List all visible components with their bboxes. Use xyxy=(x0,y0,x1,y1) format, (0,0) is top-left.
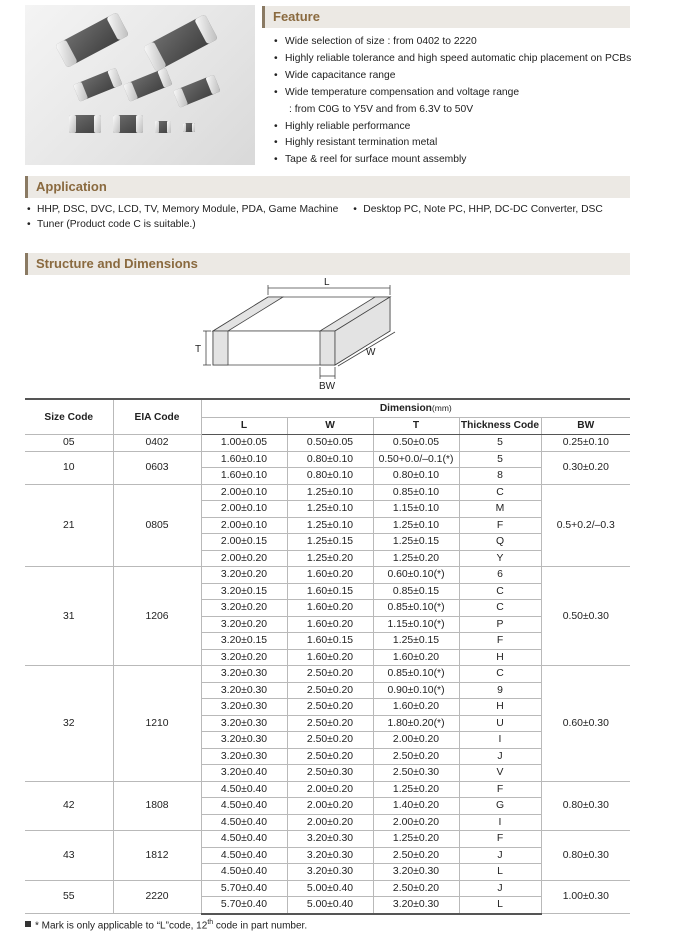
w-cell: 5.00±0.40 xyxy=(287,897,373,914)
thickness-code-cell: Y xyxy=(459,550,541,567)
chip-structure-diagram xyxy=(190,275,410,398)
footnote: * Mark is only applicable to “L”code, 12th code in part number. xyxy=(25,919,307,931)
l-cell: 1.60±0.10 xyxy=(201,468,287,485)
l-cell: 3.20±0.30 xyxy=(201,732,287,749)
t-cell: 1.25±0.10 xyxy=(373,517,459,534)
header-w: W xyxy=(287,417,373,435)
t-cell: 3.20±0.30 xyxy=(373,864,459,881)
l-cell: 4.50±0.40 xyxy=(201,814,287,831)
t-cell: 1.25±0.15 xyxy=(373,633,459,650)
eia-code-cell: 1808 xyxy=(113,781,201,831)
w-cell: 1.25±0.10 xyxy=(287,517,373,534)
t-cell: 1.25±0.20 xyxy=(373,781,459,798)
w-cell: 1.60±0.20 xyxy=(287,567,373,584)
thickness-code-cell: V xyxy=(459,765,541,782)
table-row xyxy=(25,831,630,848)
l-cell: 3.20±0.30 xyxy=(201,715,287,732)
l-cell: 3.20±0.20 xyxy=(201,616,287,633)
l-cell: 2.00±0.15 xyxy=(201,534,287,551)
l-cell: 2.00±0.10 xyxy=(201,517,287,534)
product-photo xyxy=(25,5,255,165)
thickness-code-cell: F xyxy=(459,781,541,798)
header-l: L xyxy=(201,417,287,435)
size-code-cell: 21 xyxy=(25,484,113,567)
eia-code-cell: 0805 xyxy=(113,484,201,567)
l-cell: 4.50±0.40 xyxy=(201,831,287,848)
header-dimension: Dimension(mm) xyxy=(201,399,630,417)
eia-code-cell: 2220 xyxy=(113,880,201,914)
w-cell: 2.50±0.20 xyxy=(287,715,373,732)
t-cell: 0.90±0.10(*) xyxy=(373,682,459,699)
dim-label-w: W xyxy=(366,347,376,358)
table-row xyxy=(25,666,630,683)
bw-cell: 0.30±0.20 xyxy=(541,451,630,484)
l-cell: 3.20±0.30 xyxy=(201,666,287,683)
w-cell: 2.50±0.20 xyxy=(287,699,373,716)
t-cell: 0.50+0.0/–0.1(*) xyxy=(373,451,459,468)
w-cell: 1.60±0.15 xyxy=(287,583,373,600)
t-cell: 1.40±0.20 xyxy=(373,798,459,815)
w-cell: 0.80±0.10 xyxy=(287,468,373,485)
bw-cell: 0.50±0.30 xyxy=(541,567,630,666)
thickness-code-cell: 6 xyxy=(459,567,541,584)
t-cell: 0.50±0.05 xyxy=(373,435,459,452)
header-size-code: Size Code xyxy=(25,399,113,435)
size-code-cell: 43 xyxy=(25,831,113,881)
thickness-code-cell: 9 xyxy=(459,682,541,699)
t-cell: 1.25±0.15 xyxy=(373,534,459,551)
dimension-table-body xyxy=(25,435,630,914)
list-item: • Tape & reel for surface mount assembly xyxy=(272,152,631,169)
t-cell: 2.00±0.20 xyxy=(373,732,459,749)
l-cell: 3.20±0.20 xyxy=(201,600,287,617)
w-cell: 1.60±0.20 xyxy=(287,600,373,617)
w-cell: 2.50±0.20 xyxy=(287,748,373,765)
size-code-cell: 31 xyxy=(25,567,113,666)
thickness-code-cell: C xyxy=(459,666,541,683)
l-cell: 3.20±0.30 xyxy=(201,682,287,699)
size-code-cell: 05 xyxy=(25,435,113,452)
header-eia-code: EIA Code xyxy=(113,399,201,435)
list-item: • Highly reliable tolerance and high speed automatic chip placement on PCBs xyxy=(272,51,631,68)
t-cell: 2.00±0.20 xyxy=(373,814,459,831)
thickness-code-cell: I xyxy=(459,732,541,749)
thickness-code-cell: I xyxy=(459,814,541,831)
thickness-code-cell: F xyxy=(459,633,541,650)
l-cell: 4.50±0.40 xyxy=(201,798,287,815)
l-cell: 4.50±0.40 xyxy=(201,781,287,798)
list-item: • Desktop PC, Note PC, HHP, DC-DC Converter, DSC xyxy=(351,204,603,215)
list-item: • Wide selection of size : from 0402 to 2220 xyxy=(272,34,631,51)
t-cell: 1.60±0.20 xyxy=(373,699,459,716)
thickness-code-cell: J xyxy=(459,748,541,765)
l-cell: 3.20±0.30 xyxy=(201,699,287,716)
w-cell: 2.50±0.20 xyxy=(287,682,373,699)
l-cell: 2.00±0.20 xyxy=(201,550,287,567)
eia-code-cell: 1210 xyxy=(113,666,201,782)
t-cell: 3.20±0.30 xyxy=(373,897,459,914)
t-cell: 2.50±0.20 xyxy=(373,748,459,765)
thickness-code-cell: G xyxy=(459,798,541,815)
feature-heading: Feature xyxy=(262,6,630,28)
thickness-code-cell: P xyxy=(459,616,541,633)
dim-label-l: L xyxy=(324,277,330,288)
size-code-cell: 55 xyxy=(25,880,113,914)
list-item: • Tuner (Product code C is suitable.) xyxy=(25,219,196,230)
thickness-code-cell: H xyxy=(459,699,541,716)
thickness-code-cell: L xyxy=(459,864,541,881)
w-cell: 1.25±0.10 xyxy=(287,484,373,501)
t-cell: 0.60±0.10(*) xyxy=(373,567,459,584)
w-cell: 3.20±0.30 xyxy=(287,831,373,848)
thickness-code-cell: 5 xyxy=(459,435,541,452)
w-cell: 1.25±0.15 xyxy=(287,534,373,551)
bw-cell: 0.25±0.10 xyxy=(541,435,630,452)
thickness-code-cell: 5 xyxy=(459,451,541,468)
bw-cell: 0.80±0.30 xyxy=(541,781,630,831)
l-cell: 3.20±0.20 xyxy=(201,567,287,584)
l-cell: 5.70±0.40 xyxy=(201,880,287,897)
w-cell: 3.20±0.30 xyxy=(287,864,373,881)
table-row xyxy=(25,484,630,501)
list-item: • Highly reliable performance xyxy=(272,119,631,136)
dimension-table xyxy=(25,398,630,915)
w-cell: 1.60±0.20 xyxy=(287,616,373,633)
t-cell: 0.85±0.10(*) xyxy=(373,666,459,683)
application-row-1 xyxy=(25,202,603,217)
w-cell: 1.25±0.20 xyxy=(287,550,373,567)
t-cell: 1.80±0.20(*) xyxy=(373,715,459,732)
l-cell: 5.70±0.40 xyxy=(201,897,287,914)
thickness-code-cell: F xyxy=(459,517,541,534)
t-cell: 0.85±0.10 xyxy=(373,484,459,501)
eia-code-cell: 0402 xyxy=(113,435,201,452)
thickness-code-cell: L xyxy=(459,897,541,914)
table-row xyxy=(25,880,630,897)
t-cell: 2.50±0.20 xyxy=(373,880,459,897)
size-code-cell: 42 xyxy=(25,781,113,831)
w-cell: 1.60±0.15 xyxy=(287,633,373,650)
l-cell: 3.20±0.15 xyxy=(201,633,287,650)
size-code-cell: 32 xyxy=(25,666,113,782)
dim-label-t: T xyxy=(195,344,202,355)
thickness-code-cell: M xyxy=(459,501,541,518)
w-cell: 2.50±0.30 xyxy=(287,765,373,782)
header-thickness-code: Thickness Code xyxy=(459,417,541,435)
bw-cell: 0.5+0.2/–0.3 xyxy=(541,484,630,567)
thickness-code-cell: F xyxy=(459,831,541,848)
thickness-code-cell: J xyxy=(459,880,541,897)
list-item: • Wide capacitance range xyxy=(272,68,631,85)
table-row xyxy=(25,451,630,468)
application-row-2 xyxy=(25,217,196,232)
list-item: • Highly resistant termination metal xyxy=(272,135,631,152)
thickness-code-cell: C xyxy=(459,583,541,600)
list-item: • Wide temperature compensation and voltage range : from C0G to Y5V and from 6.3V to 50V xyxy=(272,85,631,119)
t-cell: 0.80±0.10 xyxy=(373,468,459,485)
t-cell: 1.60±0.20 xyxy=(373,649,459,666)
thickness-code-cell: Q xyxy=(459,534,541,551)
dim-label-bw: BW xyxy=(319,381,336,392)
table-row xyxy=(25,435,630,452)
eia-code-cell: 1812 xyxy=(113,831,201,881)
l-cell: 3.20±0.40 xyxy=(201,765,287,782)
header-bw: BW xyxy=(541,417,630,435)
l-cell: 4.50±0.40 xyxy=(201,864,287,881)
t-cell: 1.25±0.20 xyxy=(373,550,459,567)
w-cell: 1.25±0.10 xyxy=(287,501,373,518)
thickness-code-cell: H xyxy=(459,649,541,666)
thickness-code-cell: C xyxy=(459,484,541,501)
t-cell: 2.50±0.20 xyxy=(373,847,459,864)
t-cell: 0.85±0.10(*) xyxy=(373,600,459,617)
l-cell: 4.50±0.40 xyxy=(201,847,287,864)
w-cell: 2.50±0.20 xyxy=(287,666,373,683)
eia-code-cell: 0603 xyxy=(113,451,201,484)
t-cell: 1.15±0.10 xyxy=(373,501,459,518)
w-cell: 2.00±0.20 xyxy=(287,781,373,798)
w-cell: 2.00±0.20 xyxy=(287,814,373,831)
w-cell: 2.50±0.20 xyxy=(287,732,373,749)
t-cell: 0.85±0.15 xyxy=(373,583,459,600)
header-t: T xyxy=(373,417,459,435)
thickness-code-cell: 8 xyxy=(459,468,541,485)
t-cell: 1.25±0.20 xyxy=(373,831,459,848)
l-cell: 1.00±0.05 xyxy=(201,435,287,452)
bw-cell: 0.60±0.30 xyxy=(541,666,630,782)
t-cell: 2.50±0.30 xyxy=(373,765,459,782)
bw-cell: 1.00±0.30 xyxy=(541,880,630,914)
w-cell: 1.60±0.20 xyxy=(287,649,373,666)
l-cell: 3.20±0.30 xyxy=(201,748,287,765)
w-cell: 0.50±0.05 xyxy=(287,435,373,452)
application-heading: Application xyxy=(25,176,630,198)
size-code-cell: 10 xyxy=(25,451,113,484)
feature-list xyxy=(272,34,631,169)
thickness-code-cell: U xyxy=(459,715,541,732)
l-cell: 3.20±0.15 xyxy=(201,583,287,600)
l-cell: 2.00±0.10 xyxy=(201,501,287,518)
list-item: • HHP, DSC, DVC, LCD, TV, Memory Module, PDA, Game Machine xyxy=(25,204,338,215)
bw-cell: 0.80±0.30 xyxy=(541,831,630,881)
l-cell: 1.60±0.10 xyxy=(201,451,287,468)
table-row xyxy=(25,567,630,584)
table-row xyxy=(25,781,630,798)
t-cell: 1.15±0.10(*) xyxy=(373,616,459,633)
structure-heading: Structure and Dimensions xyxy=(25,253,630,275)
l-cell: 2.00±0.10 xyxy=(201,484,287,501)
w-cell: 5.00±0.40 xyxy=(287,880,373,897)
l-cell: 3.20±0.20 xyxy=(201,649,287,666)
eia-code-cell: 1206 xyxy=(113,567,201,666)
w-cell: 2.00±0.20 xyxy=(287,798,373,815)
square-bullet-icon xyxy=(25,921,31,927)
w-cell: 3.20±0.30 xyxy=(287,847,373,864)
w-cell: 0.80±0.10 xyxy=(287,451,373,468)
thickness-code-cell: J xyxy=(459,847,541,864)
thickness-code-cell: C xyxy=(459,600,541,617)
